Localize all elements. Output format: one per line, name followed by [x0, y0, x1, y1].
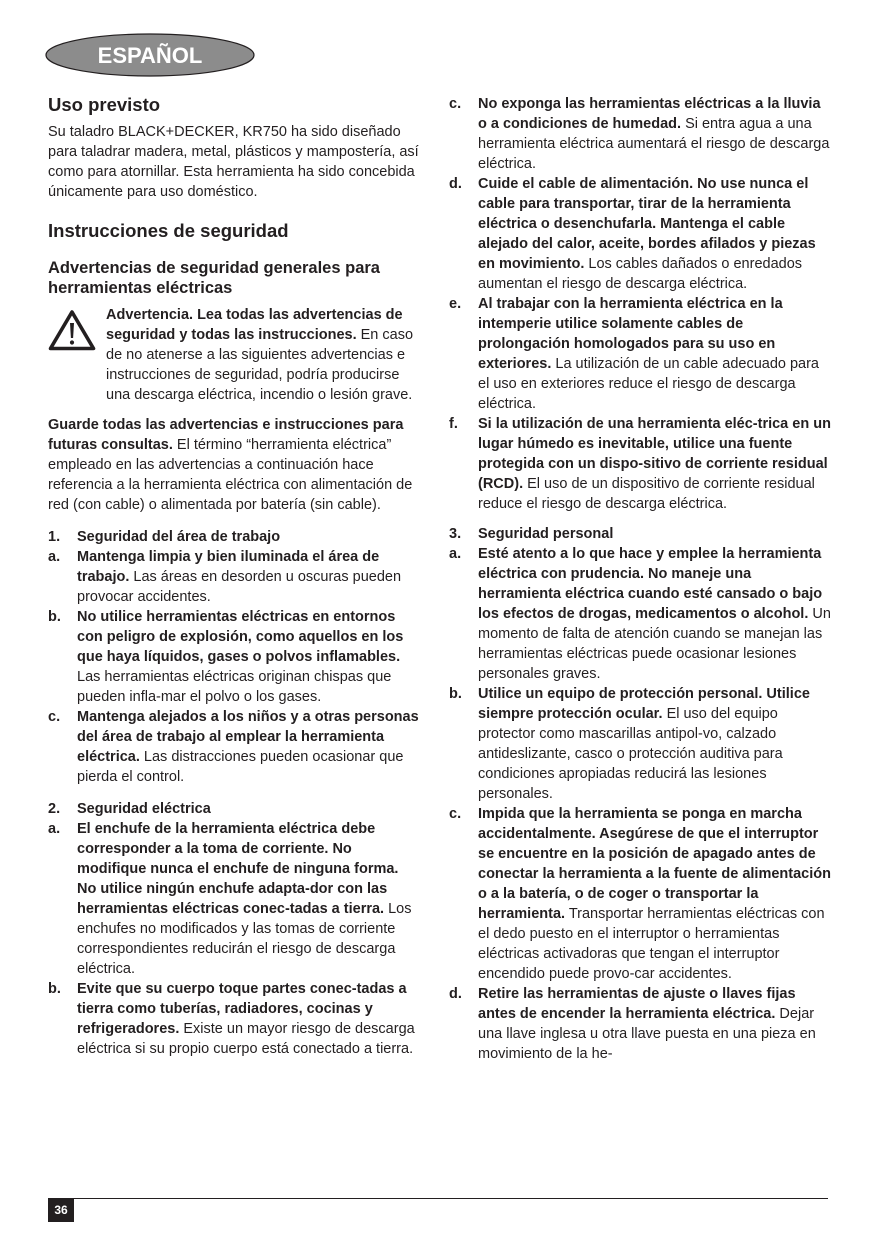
item-bold: Retire las herramientas de ajuste o llaves fijas antes de encender la herramienta eléctrica.	[478, 986, 796, 1022]
section-title: Seguridad eléctrica	[77, 801, 211, 817]
item-bold: Esté atento a lo que hace y emplee la herramienta eléctrica con prudencia. No maneje una herramienta eléctrica cuando esté cansado o bajo los efectos de drogas, medicamentos o alcohol.	[478, 546, 823, 622]
warning-triangle-icon	[48, 309, 96, 351]
item-text: Los cables dañados o enredados aumentan el riesgo de descarga eléctrica.	[478, 256, 803, 292]
item-text: Un momento de falta de atención cuando se manejan las herramientas eléctricas puede ocasionar lesiones personales graves.	[478, 606, 831, 682]
item-marker: c.	[48, 709, 61, 725]
item-bold: No exponga las herramientas eléctricas a la lluvia o a condiciones de humedad.	[478, 96, 821, 132]
list-item	[48, 819, 420, 979]
item-text: Dejar una llave inglesa u otra llave puesta en una pieza en movimiento de la he-	[478, 1006, 816, 1062]
item-text: El uso de un dispositivo de corriente residual reduce el riesgo de descarga eléctrica.	[478, 476, 815, 512]
item-marker: a.	[449, 546, 462, 562]
item-text: Existe un mayor riesgo de descarga eléctrica si su propio cuerpo está conectado a tierra.	[77, 1021, 415, 1057]
item-text: El uso del equipo protector como mascarillas antipol-vo, calzado antideslizante, casco o protección auditiva para condiciones apropiadas reducirá las lesiones personales.	[478, 706, 783, 802]
item-bold: Al trabajar con la herramienta eléctrica en la intemperie utilice solamente cables de prolongación homologados para su uso en exteriores.	[478, 296, 783, 372]
item-marker: d.	[449, 986, 462, 1002]
item-marker: b.	[449, 686, 462, 702]
item-bold: Impida que la herramienta se ponga en marcha accidentalmente. Asegúrese de que el interruptor se encuentre en la posición de apagado antes de conectar la herramienta a la fuente de alimentación o a la batería, o de coger o transportar la herramienta.	[478, 806, 831, 922]
right-column	[449, 94, 831, 1064]
list-item	[449, 804, 831, 984]
section-number: 2.	[48, 801, 61, 817]
section-number: 1.	[48, 529, 61, 545]
electrical-heading	[48, 799, 420, 819]
warning-block	[48, 305, 420, 405]
item-bold: Si la utilización de una herramienta eléc-trica en un lugar húmedo es inevitable, utilice una fuente protegida con un dispo-sitivo de corriente residual (RCD).	[478, 416, 831, 492]
personal-heading	[449, 524, 831, 544]
item-marker: a.	[48, 821, 61, 837]
item-text: Si entra agua a una herramienta eléctrica aumentará el riesgo de descarga eléctrica.	[478, 116, 830, 172]
item-bold: Mantenga limpia y bien iluminada el área de trabajo.	[77, 549, 380, 585]
section-title: Seguridad personal	[478, 526, 614, 542]
item-text: Las herramientas eléctricas originan chispas que pueden infla-mar el polvo o los gases.	[77, 669, 392, 705]
item-marker: c.	[449, 96, 462, 112]
item-text: Las distracciones pueden ocasionar que pierda el control.	[77, 749, 404, 785]
item-marker: f.	[449, 416, 458, 432]
warning-bold: Advertencia. Lea todas las advertencias de seguridad y todas las instrucciones.	[106, 307, 403, 343]
item-bold: El enchufe de la herramienta eléctrica debe corresponder a la toma de corriente. No modifique nunca el enchufe de ninguna forma. No utilice ningún enchufe adapta-dor con las herramientas eléctricas conec-tadas a tierra.	[77, 821, 399, 917]
footer-divider	[48, 1198, 828, 1199]
section-number: 3.	[449, 526, 462, 542]
item-bold: Cuide el cable de alimentación. No use nunca el cable para transportar, tirar de la herramienta eléctrica o desenchufarla. Mantenga el cable alejado del calor, aceite, bordes afilados y piezas en movimiento.	[478, 176, 816, 272]
language-badge	[44, 32, 256, 78]
item-text: Los enchufes no modificados y las tomas de corriente correspondientes reducirán el riesgo de descarga eléctrica.	[77, 901, 412, 977]
list-item	[48, 707, 420, 787]
section-title: Seguridad del área de trabajo	[77, 529, 281, 545]
list-item	[449, 94, 831, 174]
intended-use-title: Uso previsto	[48, 94, 161, 115]
save-text: El término “herramienta eléctrica” empleado en las advertencias a continuación hace referencia a la herramienta eléctrica con alimentación de red (con cable) o alimentada por batería (sin cable).	[48, 437, 413, 513]
list-item	[449, 414, 831, 514]
list-item	[449, 684, 831, 804]
list-item	[449, 174, 831, 294]
save-bold: Guarde todas las advertencias e instrucciones para futuras consultas.	[48, 417, 404, 453]
item-text: La utilización de un cable adecuado para el uso en exteriores reduce el riesgo de descarga eléctrica.	[478, 356, 820, 412]
language-label: ESPAÑOL	[97, 43, 203, 68]
item-bold: Utilice un equipo de protección personal. Utilice siempre protección ocular.	[478, 686, 810, 722]
general-warnings-title: Advertencias de seguridad generales para herramientas eléctricas	[48, 259, 380, 297]
page-number: 36	[48, 1199, 74, 1222]
list-item	[449, 544, 831, 684]
item-marker: c.	[449, 806, 462, 822]
list-item	[48, 607, 420, 707]
list-item	[449, 294, 831, 414]
list-item	[48, 547, 420, 607]
list-item	[48, 979, 420, 1059]
item-text: Las áreas en desorden u oscuras pueden provocar accidentes.	[77, 569, 402, 605]
left-column	[48, 94, 420, 1059]
work-area-heading	[48, 527, 420, 547]
item-bold: Mantenga alejados a los niños y a otras personas del área de trabajo al emplear la herramienta eléctrica.	[77, 709, 419, 765]
item-bold: No utilice herramientas eléctricas en entornos con peligro de explosión, como aquellos en los que haya líquidos, gases o polvos inflamables.	[77, 609, 404, 665]
item-marker: b.	[48, 609, 61, 625]
save-instructions	[48, 415, 420, 515]
item-bold: Evite que su cuerpo toque partes conec-tadas a tierra como tuberías, radiadores, cocinas y refrigeradores.	[77, 981, 407, 1037]
item-marker: a.	[48, 549, 61, 565]
safety-title: Instrucciones de seguridad	[48, 220, 289, 241]
list-item	[449, 984, 831, 1064]
item-text: Transportar herramientas eléctricas con el dedo puesto en el interruptor o herramientas eléctricas activadoras que tengan el interruptor encendido puede provo-car accidentes.	[478, 906, 825, 982]
item-marker: d.	[449, 176, 462, 192]
warning-text: En caso de no atenerse a las siguientes advertencias e instrucciones de seguridad, podría producirse una descarga eléctrica, incendio o lesión grave.	[106, 327, 414, 403]
item-marker: b.	[48, 981, 61, 997]
item-marker: e.	[449, 296, 462, 312]
intended-use-body: Su taladro BLACK+DECKER, KR750 ha sido diseñado para taladrar madera, metal, plásticos y mampostería, así como para atornillar. Esta herramienta ha sido concebida únicamente para uso doméstico.	[48, 124, 419, 200]
